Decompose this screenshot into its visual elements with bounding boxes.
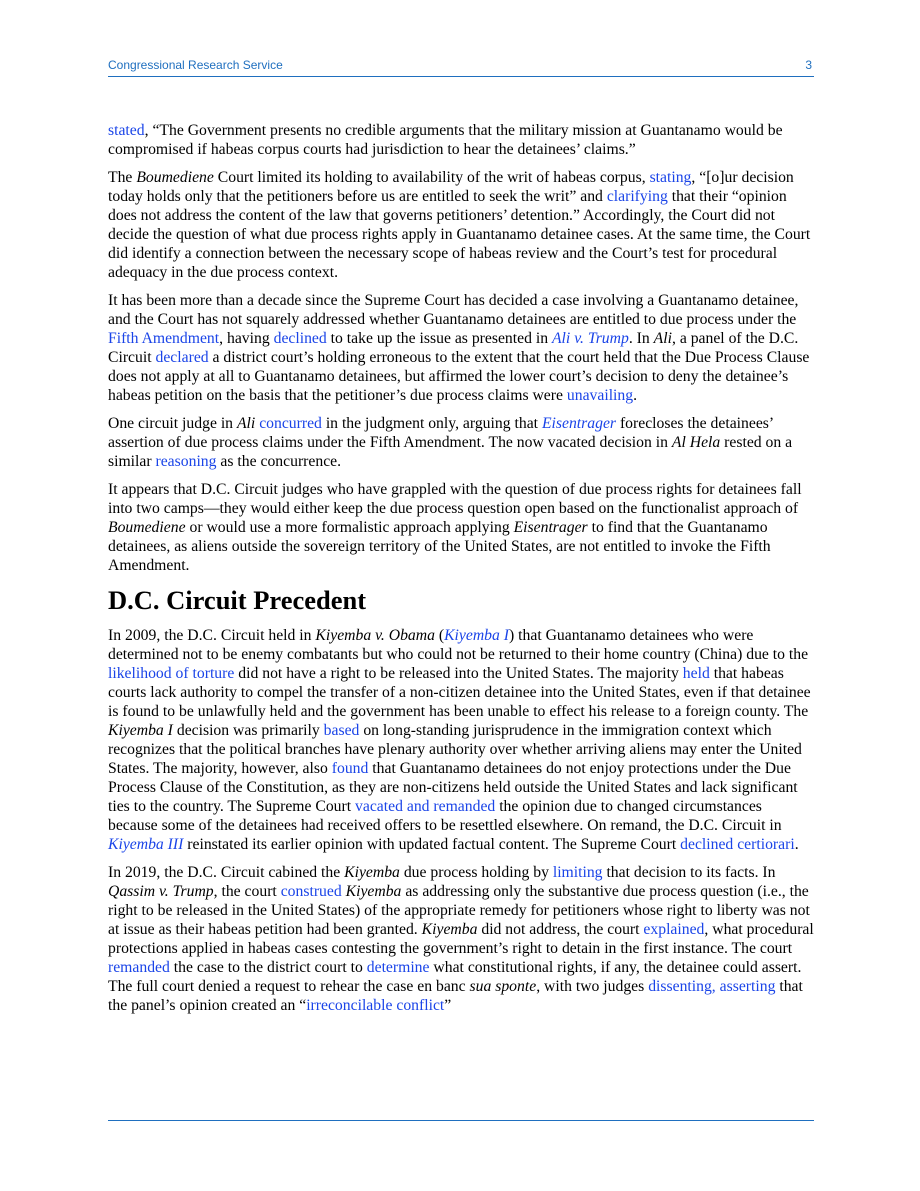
case-name: Kiyemba xyxy=(344,864,400,881)
text: or would use a more formalistic approach applying xyxy=(185,519,514,536)
link-dissenting-asserting[interactable]: dissenting, asserting xyxy=(648,978,776,995)
case-name: Al Hela xyxy=(671,434,721,451)
text: did not have a right to be released into the United States. The majority xyxy=(234,665,683,682)
link-stating[interactable]: stating xyxy=(649,169,692,186)
link-stated[interactable]: stated xyxy=(108,122,145,139)
text: decision was primarily xyxy=(172,722,324,739)
text: that habeas courts lack authority to compel the transfer of a non-citizen detainee into the United States, even if that detainee is found to be unlawfully held and the government has been unable to effect his release to a foreign county. The xyxy=(108,665,811,720)
case-name: Kiyemba xyxy=(345,883,402,900)
text: The xyxy=(108,169,137,186)
case-name: Kiyemba I xyxy=(108,722,173,739)
case-name: Eisentrager xyxy=(513,519,588,536)
paragraph-6 xyxy=(108,626,814,854)
text: , having xyxy=(219,330,274,347)
paragraph-4 xyxy=(108,414,814,471)
link-found[interactable]: found xyxy=(331,760,369,777)
page-number: 3 xyxy=(805,58,812,72)
text: , with two judges xyxy=(536,978,649,995)
paragraph-2 xyxy=(108,168,814,282)
text: as the concurrence. xyxy=(216,453,342,470)
link-vacated-and-remanded[interactable]: vacated and remanded xyxy=(355,798,496,815)
link-explained[interactable]: explained xyxy=(643,921,705,938)
latin-term: sua sponte xyxy=(469,978,537,995)
link-fifth-amendment[interactable]: Fifth Amendment xyxy=(108,330,220,347)
text: . In xyxy=(628,330,654,347)
link-construed[interactable]: construed xyxy=(280,883,342,900)
case-name: Ali xyxy=(653,330,672,347)
case-name: Kiyemba v. Obama xyxy=(315,627,435,644)
footer-divider xyxy=(108,1120,814,1121)
link-based[interactable]: based xyxy=(323,722,360,739)
text: forecloses the detainees’ assertion of due process claims under the Fifth Amendment. The now vacated decision in xyxy=(108,415,773,451)
text: did not address, the court xyxy=(477,921,644,938)
link-irreconcilable-conflict[interactable]: irreconcilable conflict xyxy=(306,997,445,1014)
paragraph-1 xyxy=(108,121,814,159)
text: the opinion due to changed circumstances because some of the detainees had received offers to be resettled elsewhere. On remand, the D.C. Circuit in xyxy=(108,798,782,834)
text: ” xyxy=(444,997,452,1014)
text: . xyxy=(794,836,799,853)
link-limiting[interactable]: limiting xyxy=(552,864,603,881)
paragraph-3 xyxy=(108,291,814,405)
section-heading: D.C. Circuit Precedent xyxy=(108,585,367,615)
paragraph-5 xyxy=(108,480,814,575)
case-name: Ali xyxy=(236,415,256,432)
text: , the court xyxy=(213,883,281,900)
text: that Guantanamo detainees do not enjoy protections under the Due Process Clause of the Constitution, as they are non-citizens held outside the United States and lack significant ties to the country. The Supreme Court xyxy=(108,760,798,815)
text: that decision to its facts. In xyxy=(602,864,776,881)
text: reinstated its earlier opinion with updated factual content. The Supreme Court xyxy=(183,836,681,853)
text: ( xyxy=(434,627,445,644)
text: In 2019, the D.C. Circuit cabined the xyxy=(108,864,345,881)
link-ali-v-trump[interactable] xyxy=(552,330,629,347)
link-declined[interactable]: declined xyxy=(273,330,327,347)
text: , “The Government presents no credible arguments that the military mission at Guantanamo would be compromised if habeas corpus courts had jurisdiction to hear the detainees’ claims.” xyxy=(108,122,783,158)
document-body xyxy=(108,121,814,1024)
text: the case to the district court to xyxy=(169,959,367,976)
text: In 2009, the D.C. Circuit held in xyxy=(108,627,316,644)
text: It has been more than a decade since the Supreme Court has decided a case involving a Guantanamo detainee, and the Court has not squarely addressed whether Guantanamo detainees are entitled to due process under the xyxy=(108,292,799,328)
link-likelihood-of-torture[interactable]: likelihood of torture xyxy=(108,665,235,682)
text: to take up the issue as presented in xyxy=(326,330,552,347)
link-clarifying[interactable]: clarifying xyxy=(606,188,668,205)
link-declined-certiorari[interactable]: declined certiorari xyxy=(680,836,795,853)
text: that their “opinion does not address the content of the law that governs petitioners’ detention.” Accordingly, the Court did not decide the question of what due process rights apply in Guantanamo detainee cases. At the same time, the Court did identify a connection between the necessary scope of habeas review and the Court’s test for procedural adequacy in the due process context. xyxy=(108,188,811,281)
text: , “[o]ur decision today holds only that the petitioners before us are entitled to seek the writ” and xyxy=(108,169,794,205)
text: Court limited its holding to availability of the writ of habeas corpus, xyxy=(213,169,650,186)
link-unavailing[interactable]: unavailing xyxy=(566,387,634,404)
case-name: Boumediene xyxy=(108,519,186,536)
text: on long-standing jurisprudence in the immigration context which recognizes that the political branches have plenary authority over whether arriving aliens may enter the United States. The majority, however, also xyxy=(108,722,802,777)
case-name: Eisentrager xyxy=(541,415,617,432)
case-name: Kiyemba I xyxy=(444,627,510,644)
header-org: Congressional Research Service xyxy=(108,58,283,72)
text: , what procedural protections applied in habeas cases contesting the government’s right to detain in the first instance. The court xyxy=(108,921,814,957)
text: a district court’s holding erroneous to the extent that the court held that the Due Process Clause does not apply at all to Guantanamo detainees, but affirmed the lower court’s decision to deny the detainee’s habeas petition on the basis that the petitioner’s due process claims were xyxy=(108,349,810,404)
link-kiyemba-i[interactable] xyxy=(444,627,509,644)
link-kiyemba-iii[interactable] xyxy=(108,836,183,853)
link-remanded[interactable]: remanded xyxy=(108,959,170,976)
link-determine[interactable]: determine xyxy=(366,959,430,976)
text: in the judgment only, arguing that xyxy=(321,415,542,432)
text: rested on a similar xyxy=(108,434,793,470)
text: as addressing only the substantive due process question (i.e., the right to be released in the United States) of the appropriate remedy for petitioners whose right to liberty was not at issue as their habeas petition had been granted. xyxy=(108,883,810,938)
text: that the panel’s opinion created an “ xyxy=(108,978,803,1014)
text: due process holding by xyxy=(399,864,553,881)
link-held[interactable]: held xyxy=(682,665,710,682)
text: One circuit judge in xyxy=(108,415,237,432)
paragraph-7 xyxy=(108,863,814,1015)
link-declared[interactable]: declared xyxy=(155,349,209,366)
case-name: Ali v. Trump xyxy=(551,330,629,347)
case-name: Kiyemba III xyxy=(108,836,184,853)
case-name: Boumediene xyxy=(136,169,214,186)
text: , a panel of the D.C. Circuit xyxy=(108,330,799,366)
text: . xyxy=(633,387,638,404)
page-header xyxy=(108,56,814,77)
link-reasoning[interactable]: reasoning xyxy=(155,453,217,470)
link-eisentrager[interactable] xyxy=(542,415,616,432)
text: what constitutional rights, if any, the detainee could assert. The full court denied a request to rehear the case en banc xyxy=(108,959,802,995)
text: ) that Guantanamo detainees who were determined not to be enemy combatants but who could not be returned to their home country (China) due to the xyxy=(108,627,809,663)
text: It appears that D.C. Circuit judges who have grappled with the question of due process rights for detainees fall into two camps—they would either keep the due process question open based on the functionalist approach of xyxy=(108,481,802,517)
case-name: Kiyemba xyxy=(421,921,478,938)
text: to find that the Guantanamo detainees, as aliens outside the sovereign territory of the United States, are not entitled to invoke the Fifth Amendment. xyxy=(108,519,771,574)
case-name: Qassim v. Trump xyxy=(108,883,214,900)
link-concurred[interactable]: concurred xyxy=(259,415,322,432)
